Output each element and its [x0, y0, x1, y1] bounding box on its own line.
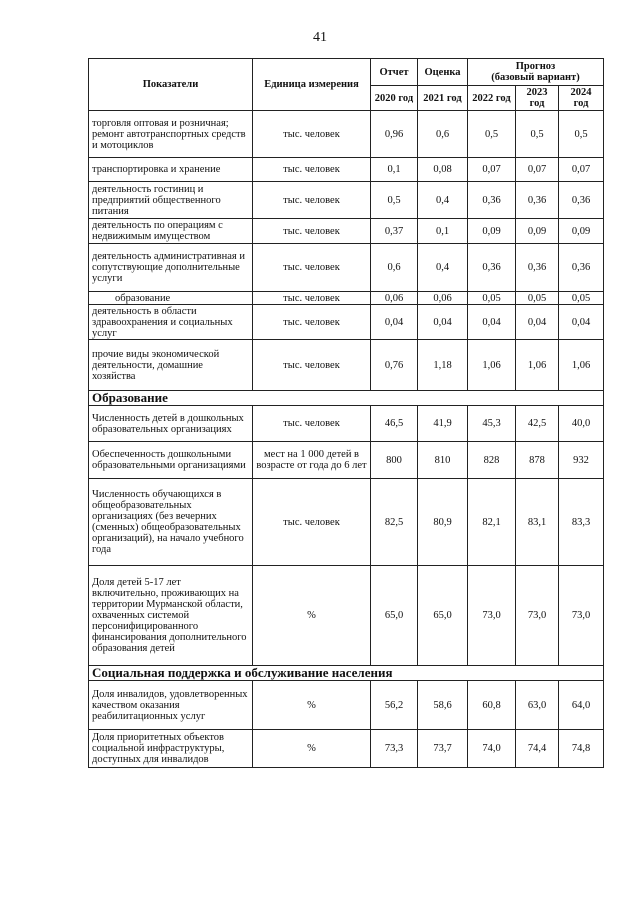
row-unit: мест на 1 000 детей в возрасте от года до 6 лет [253, 442, 371, 479]
value-2021: 0,08 [418, 158, 468, 182]
row-unit: % [253, 730, 371, 768]
table-row [89, 158, 604, 182]
value-2023: 0,07 [516, 158, 559, 182]
value-2021: 41,9 [418, 406, 468, 442]
value-2021: 1,18 [418, 340, 468, 391]
value-2024: 0,04 [559, 305, 604, 340]
value-2022: 0,5 [468, 111, 516, 158]
table-row [89, 340, 604, 391]
table-row [89, 292, 604, 305]
row-unit: тыс. человек [253, 111, 371, 158]
value-2020: 0,96 [371, 111, 418, 158]
value-2024: 1,06 [559, 340, 604, 391]
indicators-table [88, 58, 604, 768]
value-2020: 56,2 [371, 681, 418, 730]
value-2021: 0,04 [418, 305, 468, 340]
row-unit: тыс. человек [253, 305, 371, 340]
value-2021: 0,6 [418, 111, 468, 158]
header-forecast-line1: Прогноз [515, 61, 556, 72]
value-2023: 74,4 [516, 730, 559, 768]
table-row [89, 406, 604, 442]
value-2023: 0,04 [516, 305, 559, 340]
value-2020: 0,04 [371, 305, 418, 340]
value-2024: 0,36 [559, 244, 604, 292]
row-label: деятельность гостиниц и предприятий общественного питания [89, 182, 253, 219]
value-2020: 0,1 [371, 158, 418, 182]
value-2021: 810 [418, 442, 468, 479]
row-label: деятельность по операциям с недвижимым имуществом [89, 219, 253, 244]
header-year-2022: 2022 год [468, 86, 516, 111]
section-row [89, 666, 604, 681]
value-2021: 73,7 [418, 730, 468, 768]
value-2020: 0,6 [371, 244, 418, 292]
value-2024: 0,07 [559, 158, 604, 182]
row-unit: % [253, 566, 371, 666]
header-indicators: Показатели [89, 59, 253, 111]
value-2022: 0,07 [468, 158, 516, 182]
header-year-2020: 2020 год [371, 86, 418, 111]
value-2024: 83,3 [559, 479, 604, 566]
value-2021: 58,6 [418, 681, 468, 730]
table-row [89, 681, 604, 730]
section-row [89, 391, 604, 406]
row-label: Доля детей 5-17 лет включительно, проживающих на территории Мурманской области, охваченных системой персонифицированного финансирования дополнительного образования детей [89, 566, 253, 666]
value-2023: 1,06 [516, 340, 559, 391]
value-2023: 83,1 [516, 479, 559, 566]
value-2023: 63,0 [516, 681, 559, 730]
value-2020: 0,5 [371, 182, 418, 219]
row-label: прочие виды экономической деятельности, домашние хозяйства [89, 340, 253, 391]
value-2023: 0,05 [516, 292, 559, 305]
value-2023: 0,36 [516, 182, 559, 219]
row-unit: тыс. человек [253, 182, 371, 219]
value-2022: 0,09 [468, 219, 516, 244]
value-2024: 932 [559, 442, 604, 479]
row-label: Численность обучающихся в общеобразовательных организациях (без вечерних (сменных) общеобразовательных организаций), на начало учебного года [89, 479, 253, 566]
value-2023: 73,0 [516, 566, 559, 666]
header-forecast [468, 59, 604, 86]
row-label: Доля приоритетных объектов социальной инфраструктуры, доступных для инвалидов [89, 730, 253, 768]
table-row [89, 566, 604, 666]
value-2023: 0,5 [516, 111, 559, 158]
value-2022: 0,36 [468, 182, 516, 219]
value-2022: 74,0 [468, 730, 516, 768]
value-2024: 0,09 [559, 219, 604, 244]
row-unit: тыс. человек [253, 219, 371, 244]
value-2020: 800 [371, 442, 418, 479]
value-2021: 65,0 [418, 566, 468, 666]
value-2024: 0,5 [559, 111, 604, 158]
row-unit: тыс. человек [253, 406, 371, 442]
value-2020: 65,0 [371, 566, 418, 666]
value-2024: 40,0 [559, 406, 604, 442]
row-unit: % [253, 681, 371, 730]
value-2024: 73,0 [559, 566, 604, 666]
table-row [89, 219, 604, 244]
header-report: Отчет [371, 59, 418, 86]
row-label: деятельность административная и сопутствующие дополнительные услуги [89, 244, 253, 292]
header-year-2021: 2021 год [418, 86, 468, 111]
value-2021: 0,06 [418, 292, 468, 305]
value-2022: 0,05 [468, 292, 516, 305]
section-title-education: Образование [89, 391, 604, 406]
table-row [89, 730, 604, 768]
header-estimate: Оценка [418, 59, 468, 86]
page-number: 41 [313, 30, 327, 45]
value-2021: 0,4 [418, 182, 468, 219]
value-2023: 0,09 [516, 219, 559, 244]
row-unit: тыс. человек [253, 340, 371, 391]
value-2022: 0,04 [468, 305, 516, 340]
row-label: образование [89, 292, 253, 305]
table-row [89, 442, 604, 479]
header-year-2024: 2024 год [559, 86, 604, 111]
header-unit: Единица измерения [253, 59, 371, 111]
value-2022: 60,8 [468, 681, 516, 730]
row-label: Обеспеченность дошкольными образовательными организациями [89, 442, 253, 479]
value-2022: 828 [468, 442, 516, 479]
value-2020: 0,37 [371, 219, 418, 244]
value-2021: 80,9 [418, 479, 468, 566]
value-2023: 42,5 [516, 406, 559, 442]
value-2022: 73,0 [468, 566, 516, 666]
value-2024: 0,36 [559, 182, 604, 219]
value-2021: 0,1 [418, 219, 468, 244]
value-2022: 82,1 [468, 479, 516, 566]
table-row [89, 479, 604, 566]
row-label: Численность детей в дошкольных образовательных организациях [89, 406, 253, 442]
value-2023: 878 [516, 442, 559, 479]
value-2024: 0,05 [559, 292, 604, 305]
table-row [89, 182, 604, 219]
value-2020: 0,06 [371, 292, 418, 305]
value-2022: 45,3 [468, 406, 516, 442]
value-2024: 64,0 [559, 681, 604, 730]
value-2020: 0,76 [371, 340, 418, 391]
row-unit: тыс. человек [253, 158, 371, 182]
section-title-social: Социальная поддержка и обслуживание населения [89, 666, 604, 681]
table-row [89, 305, 604, 340]
value-2020: 82,5 [371, 479, 418, 566]
row-unit: тыс. человек [253, 244, 371, 292]
value-2020: 73,3 [371, 730, 418, 768]
value-2024: 74,8 [559, 730, 604, 768]
row-unit: тыс. человек [253, 479, 371, 566]
value-2022: 0,36 [468, 244, 516, 292]
table-row [89, 244, 604, 292]
row-label: транспортировка и хранение [89, 158, 253, 182]
header-forecast-line2: (базовый вариант) [491, 72, 580, 83]
table-row [89, 111, 604, 158]
row-label: Доля инвалидов, удовлетворенных качеством оказания реабилитационных услуг [89, 681, 253, 730]
value-2023: 0,36 [516, 244, 559, 292]
row-label: торговля оптовая и розничная; ремонт автотранспортных средств и мотоциклов [89, 111, 253, 158]
row-label: деятельность в области здравоохранения и социальных услуг [89, 305, 253, 340]
value-2021: 0,4 [418, 244, 468, 292]
value-2022: 1,06 [468, 340, 516, 391]
header-year-2023: 2023 год [516, 86, 559, 111]
row-unit: тыс. человек [253, 292, 371, 305]
value-2020: 46,5 [371, 406, 418, 442]
